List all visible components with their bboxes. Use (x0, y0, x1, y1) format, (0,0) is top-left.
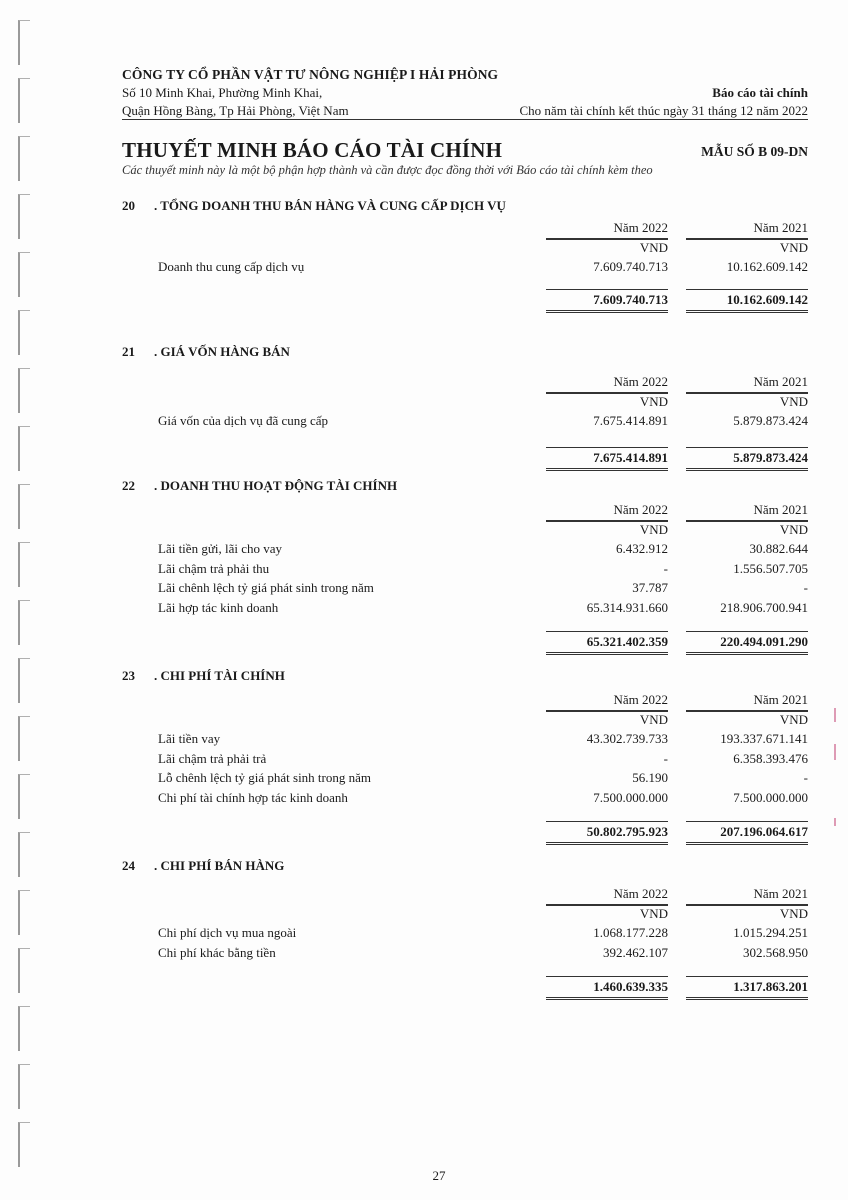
section-number: 23 (122, 668, 135, 683)
value-2021: 193.337.671.141 (720, 731, 808, 746)
table-row (122, 559, 808, 579)
binder-mark (18, 1064, 30, 1109)
table-row (122, 411, 808, 431)
total-2022: 65.321.402.359 (546, 631, 668, 655)
year-2021-header: Năm 2021 (686, 884, 808, 906)
year-2021-header: Năm 2021 (686, 500, 808, 522)
row-label: Chi phí khác bằng tiền (158, 944, 276, 960)
section-heading: . GIÁ VỐN HÀNG BÁN (154, 344, 290, 359)
table-row (122, 598, 808, 618)
binder-mark (18, 658, 30, 703)
section-number: 20 (122, 198, 135, 213)
total-row (122, 819, 808, 843)
row-label: Lỗ chênh lệch tỷ giá phát sinh trong năm (158, 770, 372, 785)
section-title (122, 668, 808, 688)
section-heading: . CHI PHÍ TÀI CHÍNH (154, 668, 285, 683)
value-2022: 56.190 (632, 770, 668, 785)
value-2022: 392.462.107 (603, 944, 668, 960)
total-2022: 7.675.414.891 (546, 447, 668, 471)
binder-mark (18, 426, 30, 471)
unit-2021: VND (779, 239, 808, 255)
total-2022: 50.802.795.923 (546, 821, 668, 845)
year-header-row (122, 500, 808, 520)
unit-row (122, 904, 808, 924)
value-2022: - (663, 750, 668, 766)
unit-2022: VND (639, 711, 668, 727)
scan-artifact (834, 744, 836, 760)
note-section-21 (122, 344, 808, 469)
year-header-row (122, 690, 808, 710)
binder-mark (18, 194, 30, 239)
address-line-1: Số 10 Minh Khai, Phường Minh Khai, (122, 85, 323, 100)
total-2022: 1.460.639.335 (546, 976, 668, 1000)
report-type: Báo cáo tài chính (712, 85, 808, 100)
total-row (122, 445, 808, 469)
year-2021-header: Năm 2021 (686, 372, 808, 394)
unit-row (122, 392, 808, 412)
binder-mark (18, 78, 30, 123)
value-2022: - (663, 560, 668, 576)
report-header (520, 84, 808, 120)
value-2021: - (803, 770, 808, 785)
row-label: Lãi tiền gửi, lãi cho vay (158, 541, 283, 556)
total-2021: 10.162.609.142 (686, 289, 808, 313)
section-heading: . TỔNG DOANH THU BÁN HÀNG VÀ CUNG CẤP DỊCH VỤ (154, 198, 506, 213)
value-2021: 218.906.700.941 (720, 599, 808, 615)
value-2022: 65.314.931.660 (586, 599, 668, 615)
unit-2021: VND (779, 905, 808, 921)
year-header-row (122, 218, 808, 238)
table-row (122, 768, 808, 788)
year-2022-header: Năm 2022 (546, 884, 668, 906)
binder-mark (18, 774, 30, 819)
binder-mark (18, 136, 30, 181)
year-header-row (122, 372, 808, 392)
total-2021: 5.879.873.424 (686, 447, 808, 471)
table-row (122, 749, 808, 769)
total-2021: 220.494.091.290 (686, 631, 808, 655)
document-subtitle: Các thuyết minh này là một bộ phận hợp thành và cần được đọc đồng thời với Báo cáo tài chính kèm theo (122, 163, 653, 177)
value-2021: 6.358.393.476 (733, 750, 808, 766)
binder-mark (18, 542, 30, 587)
unit-2022: VND (639, 393, 668, 409)
scan-artifact (834, 708, 836, 722)
year-2021-header: Năm 2021 (686, 690, 808, 712)
total-2022: 7.609.740.713 (546, 289, 668, 313)
row-label: Chi phí dịch vụ mua ngoài (158, 925, 297, 940)
year-2021-header: Năm 2021 (686, 218, 808, 240)
year-2022-header: Năm 2022 (546, 500, 668, 522)
report-period: Cho năm tài chính kết thúc ngày 31 tháng 12 năm 2022 (519, 103, 808, 118)
binder-mark (18, 948, 30, 993)
binder-mark (18, 1122, 30, 1167)
total-2021: 207.196.064.617 (686, 821, 808, 845)
binder-mark (18, 20, 30, 65)
value-2022: 7.609.740.713 (593, 259, 668, 274)
company-header (122, 66, 498, 120)
company-name: CÔNG TY CỔ PHẦN VẬT TƯ NÔNG NGHIỆP I HẢI PHÒNG (122, 67, 499, 82)
form-number: MẪU SỐ B 09-DN (701, 144, 808, 159)
row-label: Lãi chênh lệch tỷ giá phát sinh trong năm (158, 580, 374, 595)
binder-mark (18, 368, 30, 413)
year-2022-header: Năm 2022 (546, 372, 668, 394)
value-2021: 10.162.609.142 (726, 259, 808, 274)
section-title (122, 478, 808, 498)
table-row (122, 943, 808, 963)
section-number: 22 (122, 478, 135, 493)
year-2022-header: Năm 2022 (546, 690, 668, 712)
section-title (122, 198, 808, 218)
binder-mark (18, 484, 30, 529)
section-title (122, 858, 808, 878)
unit-row (122, 710, 808, 730)
binder-mark (18, 310, 30, 355)
value-2021: - (803, 580, 808, 595)
value-2021: 5.879.873.424 (733, 413, 808, 428)
section-heading: . CHI PHÍ BÁN HÀNG (154, 858, 285, 873)
unit-2022: VND (639, 239, 668, 255)
year-2022-header: Năm 2022 (546, 218, 668, 240)
binder-mark (18, 832, 30, 877)
header-divider (122, 119, 808, 120)
row-label: Lãi chậm trả phải trả (158, 750, 267, 766)
total-2021: 1.317.863.201 (686, 976, 808, 1000)
total-row (122, 629, 808, 653)
value-2022: 43.302.739.733 (586, 731, 668, 746)
scan-artifact (834, 818, 836, 826)
section-title (122, 344, 808, 364)
table-row (122, 257, 808, 277)
total-row (122, 974, 808, 998)
binder-mark (18, 890, 30, 935)
binder-mark (18, 716, 30, 761)
table-row (122, 539, 808, 559)
note-section-24 (122, 858, 808, 998)
section-number: 24 (122, 858, 135, 873)
section-heading: . DOANH THU HOẠT ĐỘNG TÀI CHÍNH (154, 478, 398, 493)
value-2021: 30.882.644 (749, 541, 808, 556)
section-number: 21 (122, 344, 135, 359)
value-2021: 1.015.294.251 (733, 925, 808, 940)
row-label: Lãi chậm trả phải thu (158, 560, 270, 576)
value-2021: 302.568.950 (743, 944, 808, 960)
unit-2021: VND (779, 711, 808, 727)
table-row (122, 729, 808, 749)
note-section-20 (122, 198, 808, 311)
unit-2021: VND (779, 393, 808, 409)
row-label: Lãi tiền vay (158, 731, 221, 746)
page-number: 27 (432, 1168, 446, 1183)
value-2022: 37.787 (632, 580, 668, 595)
binder-mark (18, 252, 30, 297)
table-row (122, 788, 808, 808)
row-label: Chi phí tài chính hợp tác kinh doanh (158, 789, 348, 805)
year-header-row (122, 884, 808, 904)
unit-2021: VND (779, 521, 808, 537)
row-label: Giá vốn của dịch vụ đã cung cấp (158, 413, 329, 428)
binder-mark (18, 600, 30, 645)
unit-2022: VND (639, 521, 668, 537)
table-row (122, 923, 808, 943)
row-label: Doanh thu cung cấp dịch vụ (158, 259, 305, 274)
value-2022: 6.432.912 (616, 541, 668, 556)
value-2021: 1.556.507.705 (733, 560, 808, 576)
unit-row (122, 520, 808, 540)
table-row (122, 578, 808, 598)
unit-row (122, 238, 808, 258)
note-section-22 (122, 478, 808, 653)
total-row (122, 287, 808, 311)
note-section-23 (122, 668, 808, 843)
row-label: Lãi hợp tác kinh doanh (158, 599, 279, 615)
value-2022: 7.675.414.891 (593, 413, 668, 428)
unit-2022: VND (639, 905, 668, 921)
binder-mark (18, 1006, 30, 1051)
value-2021: 7.500.000.000 (733, 789, 808, 805)
value-2022: 7.500.000.000 (593, 789, 668, 805)
document-title: THUYẾT MINH BÁO CÁO TÀI CHÍNH (122, 138, 503, 162)
address-line-2: Quận Hồng Bàng, Tp Hải Phòng, Việt Nam (122, 103, 349, 118)
value-2022: 1.068.177.228 (593, 925, 668, 940)
